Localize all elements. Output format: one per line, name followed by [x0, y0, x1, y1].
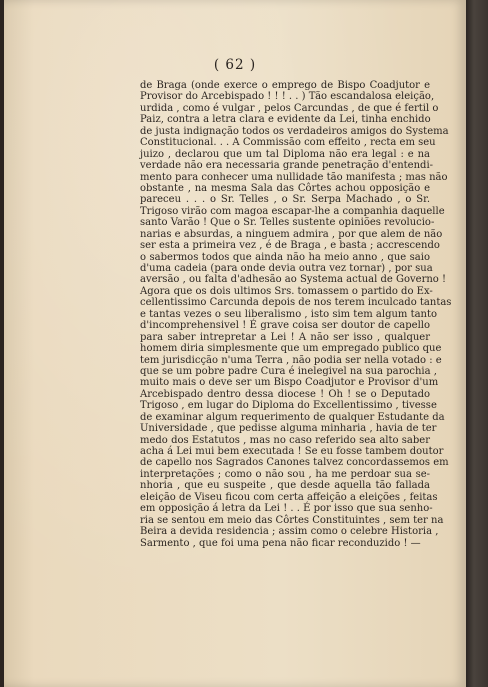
- adjacent-page-edge: [466, 0, 488, 687]
- text-line: acha á Lei mui bem executada ! Se eu fosse tambem doutor: [140, 446, 444, 457]
- body-text: [140, 80, 452, 549]
- text-line: em opposição á letra da Lei ! . . É por isso que sua senho-: [140, 503, 433, 515]
- text-line: aversão , ou falta d'adhesão ao Systema actual de Governo !: [140, 274, 447, 286]
- text-line: verdade não era necessaria grande penetração d'entendi-: [140, 160, 434, 172]
- text-line: ria se sentou em meio das Côrtes Constituintes , sem ter na: [140, 514, 444, 526]
- text-line: urdida , como é vulgar , pelos Carcundas , de que é fertil o: [140, 102, 439, 114]
- text-line: de capello nos Sagrados Canones talvez concordassemos em: [140, 457, 449, 469]
- text-line: que se um pobre padre Cura é inelegivel na sua parochia ,: [140, 365, 437, 377]
- text-line: Universidade , que pedisse alguma minharia , havia de ter: [140, 423, 437, 435]
- text-line: juizo , declarou que um tal Diploma não era legal : e na: [140, 148, 430, 160]
- document-page: [4, 0, 466, 687]
- text-line: d'uma cadeia (para onde devia outra vez tornar) , por sua: [140, 263, 433, 274]
- text-line: e tantas vezes o seu liberalismo , isto sim tem algum tanto: [140, 308, 438, 320]
- text-line: Beira a devida residencia ; assim como o celebre Historia ,: [140, 526, 439, 538]
- page-number: ( 62 ): [213, 57, 257, 73]
- text-line: homem diria simplesmente que um empregado publico que: [140, 343, 442, 355]
- text-line: muito mais o deve ser um Bispo Coadjutor e Provisor d'um: [140, 377, 439, 389]
- text-line: o sabermos todos que ainda não ha meio anno , que saio: [140, 251, 430, 263]
- text-line: santo Varão ! Que o Sr. Telles sustente opiniões revolucio-: [140, 217, 435, 229]
- text-line: ser esta a primeira vez , é de Braga , e basta ; accrescendo: [140, 240, 440, 252]
- text-line: Provisor do Arcebispado ! ! ! . . ) Tão escandalosa eleição,: [140, 91, 435, 103]
- text-line: de examinar algum requerimento de qualquer Estudante da: [140, 411, 445, 423]
- text-line: Paiz, contra a letra clara e evidente da Lei, tinha enchido: [140, 114, 431, 126]
- text-line: Agora que os dois ultimos Srs. tomassem o partido do Ex-: [140, 285, 433, 297]
- text-line: de justa indignação todos os verdadeiros amigos do Systema: [140, 125, 449, 137]
- text-line: nhoria , que eu suspeite , que desde aquella tão fallada: [140, 480, 430, 492]
- text-line: Trigoso , em lugar do Diploma do Excellentissimo , tivesse: [140, 400, 437, 412]
- text-line: de Braga (onde exerce o emprego de Bispo Coadjutor e: [140, 80, 430, 91]
- text-line: medo dos Estatutos , mas no caso referido sea alto saber: [140, 434, 430, 446]
- text-line: Trigoso virão com magoa escapar-lhe a companhia daquelle: [140, 205, 445, 217]
- text-line: Constitucional. . . A Commissão com effeito , recta em seu: [140, 137, 436, 149]
- text-line: mento para conhecer uma nullidade tão manifesta ; mas não: [140, 171, 448, 183]
- text-line: narias e absurdas, a ninguem admira , por que alem de não: [140, 228, 443, 240]
- text-line: Arcebispado dentro dessa diocese ! Oh ! se o Deputado: [140, 388, 430, 400]
- text-line: eleição de Viseu ficou com certa affeição a eleições , feitas: [140, 491, 438, 503]
- text-line: obstante , na mesma Sala das Côrtes achou opposição e: [140, 182, 430, 194]
- text-line: Sarmento , que foi uma pena não ficar reconduzido ! —: [140, 537, 421, 549]
- text-line: interpretações ; como o não sou , ha me perdoar sua se-: [140, 468, 430, 480]
- text-line: cellentissimo Carcunda depois de nos terem inculcado tantas: [140, 297, 452, 309]
- text-line: pareceu . . . o Sr. Telles , o Sr. Serpa Machado , o Sr.: [140, 194, 430, 206]
- text-line: para saber intrepretar a Lei ! A não ser isso , qualquer: [140, 331, 430, 343]
- text-line: d'incomprehensivel ! É grave coisa ser doutor de capello: [140, 320, 430, 332]
- text-line: tem jurisdicção n'uma Terra , não podia ser nella votado : e: [140, 354, 442, 366]
